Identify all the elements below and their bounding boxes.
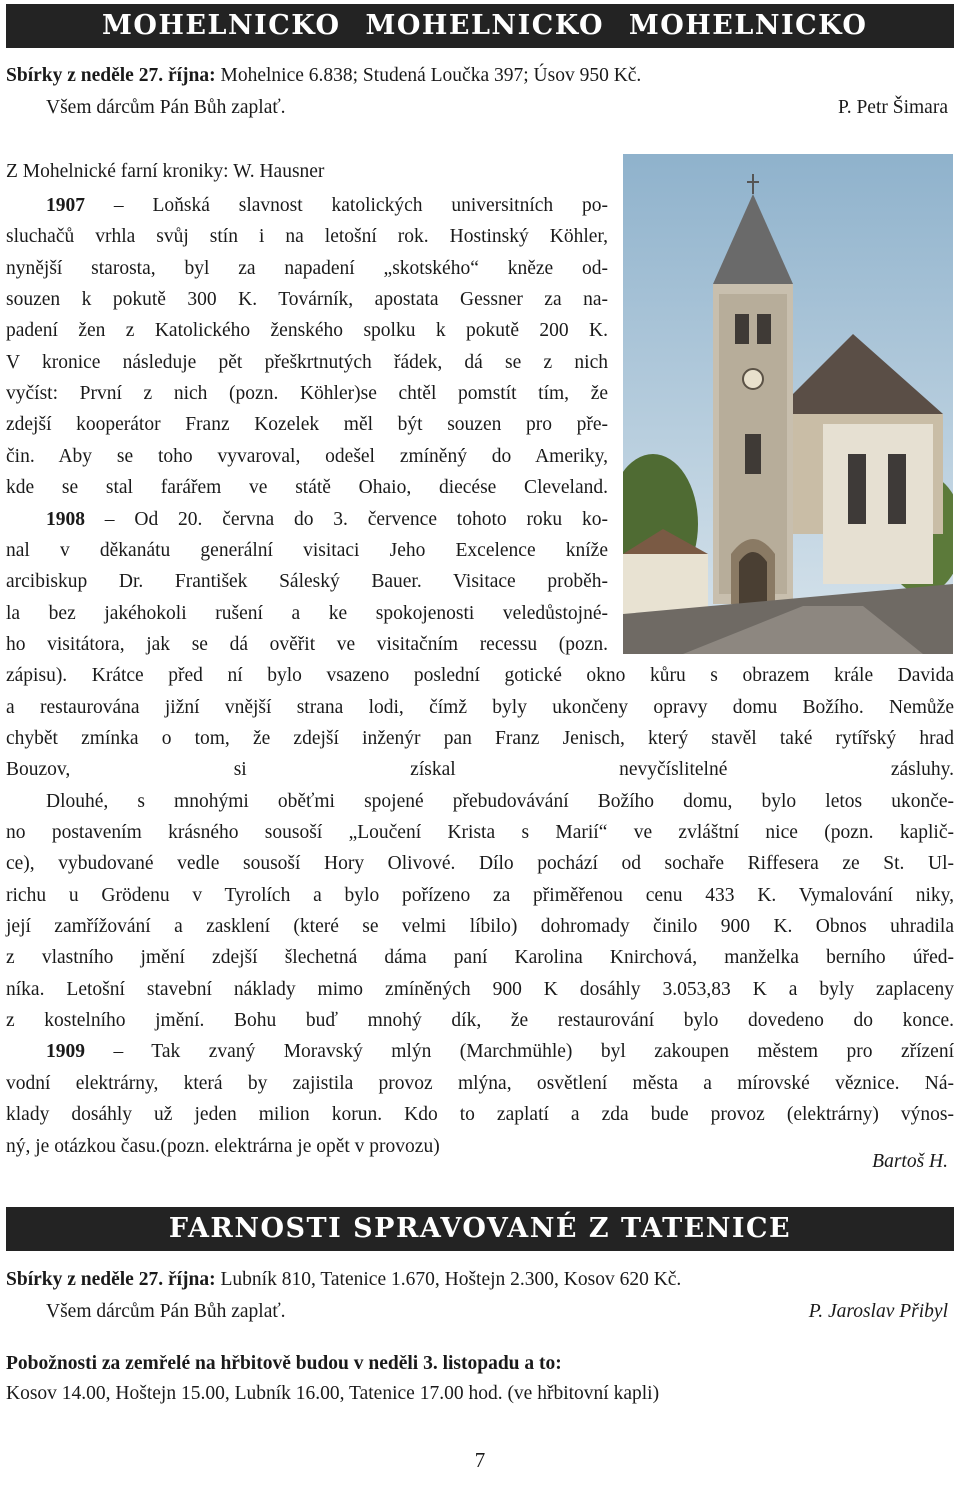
chronicle-text: čin. Aby se toho vyvaroval, odešel zmíněný do Ameriky,: [6, 446, 608, 467]
thanks-text: Všem dárcům Pán Bůh zaplať.: [46, 97, 286, 118]
chronicle-line: [6, 284, 608, 315]
chronicle-text: la bez jakéhokoli rušení a ke spokojenosti veledůstojné-: [6, 603, 608, 624]
chronicle-line: [6, 942, 954, 973]
chronicle-line: [6, 253, 608, 284]
chronicle-line: [6, 409, 608, 440]
chronicle-text: – Od 20. června do 3. července tohoto roku ko-: [85, 509, 608, 530]
chronicle-text: souzen k pokutě 300 K. Továrník, apostata Gessner za na-: [6, 289, 608, 310]
chronicle-line: [6, 347, 608, 378]
chronicle-line: [6, 692, 954, 723]
chronicle-text: klady dosáhly už jeden milion korun. Kdo to zaplatí a zda bude provoz (elektrárny) výnos-: [6, 1104, 954, 1125]
chronicle-line: [6, 221, 608, 252]
page-number: 7: [474, 1448, 486, 1472]
section-banner-tatenice: FARNOSTI SPRAVOVANÉ Z TATENICE: [6, 1207, 954, 1251]
collections-text: Mohelnice 6.838; Studená Loučka 397; Úsov 950 Kč.: [215, 65, 642, 86]
year-label: 1908: [46, 509, 85, 530]
chronicle-line: [6, 817, 954, 848]
chronicle-line: [6, 754, 954, 785]
chronicle-line: [6, 535, 608, 566]
chronicle-line: [6, 378, 608, 409]
signature-jaroslav-pribyl: P. Jaroslav Přibyl: [808, 1301, 948, 1322]
chronicle-text: chybět zmínka o tom, že zdejší inženýr pan Franz Jenisch, který stavěl také rytířský hrad: [6, 728, 954, 749]
church-illustration: [623, 154, 953, 654]
chronicle-text: z vlastního jmění zdejší šlechetná dáma paní Karolina Knirchová, manželka berního úřed-: [6, 947, 954, 968]
chronicle-text: – Tak zvaný Moravský mlýn (Marchmühle) byl zakoupen městem pro zřízení: [85, 1041, 954, 1062]
chronicle-text: její zamřížování a zasklení (které se velmi líbilo) dohromady činilo 900 K. Obnos uhradila: [6, 916, 954, 937]
chronicle-text: vodní elektrárny, která by zajistila provoz mlýna, osvětlení města a mírovské věznice. Ná-: [6, 1073, 954, 1094]
chronicle-line: [6, 1099, 954, 1130]
chronicle-line: [6, 848, 954, 879]
chronicle-text: nynější starosta, byl za napadení „skotského“ kněze od-: [6, 258, 608, 279]
chronicle-text: ho visitátora, jak se dá ověřit ve visitačním recessu (pozn.: [6, 634, 608, 655]
chronicle-line: [6, 441, 608, 472]
collections-line-tatenice: [6, 1264, 681, 1295]
chronicle-line: [6, 472, 608, 503]
devotions-times: Kosov 14.00, Hoštejn 15.00, Lubník 16.00, Tatenice 17.00 hod. (ve hřbitovní kapli): [6, 1383, 660, 1404]
thanks-text-tatenice: Všem dárcům Pán Bůh zaplať.: [46, 1301, 286, 1322]
chronicle-line: [6, 723, 954, 754]
section-banner-mohelnicko: MOHELNICKO MOHELNICKO MOHELNICKO: [6, 4, 954, 48]
collections-line: [6, 60, 641, 91]
chronicle-line: [6, 566, 608, 597]
chronicle-text: zdejší kooperátor Franz Kozelek měl být souzen pro pře-: [6, 414, 608, 435]
chronicle-text: nal v děkanátu generální visitaci Jeho Excelence kníže: [6, 540, 608, 561]
chronicle-text: Dlouhé, s mnohými oběťmi spojené přebudovávání Božího domu, bylo letos ukonče-: [46, 791, 954, 812]
chronicle-line: [46, 190, 608, 221]
chronicle-line: [46, 1036, 954, 1067]
chronicle-text: vyčíst: První z nich (pozn. Köhler)se chtěl pomstít tím, že: [6, 383, 608, 404]
chronicle-heading: Z Mohelnické farní kroniky: W. Hausner: [6, 161, 325, 182]
chronicle-line: [46, 504, 608, 535]
chronicle-text: padení žen z Katolického ženského spolku k pokutě 200 K.: [6, 320, 608, 341]
thanks-line-tatenice: [46, 1296, 954, 1327]
collections-label-tatenice: Sbírky z neděle 27. října:: [6, 1269, 216, 1290]
thanks-line: [46, 92, 954, 123]
chronicle-line: [6, 880, 954, 911]
chronicle-text: richu u Grödenu v Tyrolích a bylo pořízeno za přiměřenou cenu 433 K. Vymalování niky,: [6, 885, 954, 906]
chronicle-text: – Loňská slavnost katolických universitních po-: [85, 195, 608, 216]
chronicle-line: [6, 315, 608, 346]
chronicle-text: ný, je otázkou času.(pozn. elektrárna je opět v provozu): [6, 1136, 440, 1157]
chronicle-text: no postavením krásného sousoší „Loučení Krista s Marií“ ve zvláštní nice (pozn. kaplič-: [6, 822, 954, 843]
collections-text-tatenice: Lubník 810, Tatenice 1.670, Hoštejn 2.300, Kosov 620 Kč.: [215, 1269, 682, 1290]
chronicle-line: [6, 629, 608, 660]
chronicle-line: [6, 660, 954, 691]
chronicle-text: níka. Letošní stavební náklady mimo zmíněných 900 K dosáhly 3.053,83 K a byly zaplaceny: [6, 979, 954, 1000]
chronicle-text: kde se stal farářem ve státě Ohaio, diecése Cleveland.: [6, 477, 608, 498]
chronicle-text: ce), vybudované vedle sousoší Hory Olivové. Dílo pochází od sochaře Riffesera ze St. Ul-: [6, 853, 954, 874]
chronicle-line: [6, 1068, 954, 1099]
chronicle-line: [46, 786, 954, 817]
chronicle-line: [6, 1005, 954, 1036]
chronicle-text: a restaurována jižní vnější strana lodi, čímž byly ukončeny opravy domu Božího. Nemůže: [6, 697, 954, 718]
signature-petr-simara: P. Petr Šimara: [838, 97, 948, 118]
chronicle-text: Bouzov, si získal nevyčíslitelné zásluhy.: [6, 759, 954, 780]
chronicle-line: [6, 911, 954, 942]
chronicle-text: arcibiskup Dr. František Sáleský Bauer. Visitace proběh-: [6, 571, 608, 592]
chronicle-text: z kostelního jmění. Bohu buď mnohý dík, že restaurování bylo dovedeno do konce.: [6, 1010, 954, 1031]
chronicle-line: [6, 974, 954, 1005]
chronicle-text: zápisu). Krátce před ní bylo vsazeno poslední gotické okno kůru s obrazem krále Davida: [6, 665, 954, 686]
year-label: 1909: [46, 1041, 85, 1062]
devotions-heading: Pobožnosti za zemřelé na hřbitově budou v neděli 3. listopadu a to:: [6, 1353, 562, 1374]
author-signature: Bartoš H.: [872, 1151, 948, 1172]
collections-label: Sbírky z neděle 27. října:: [6, 65, 216, 86]
chronicle-line: [6, 1131, 766, 1162]
chronicle-text: sluchačů vrhla svůj stín i na letošní rok. Hostinský Köhler,: [6, 226, 608, 247]
chronicle-text: V kronice následuje pět přeškrtnutých řádek, dá se z nich: [6, 352, 608, 373]
chronicle-line: [6, 598, 608, 629]
church-photo: [623, 154, 953, 654]
year-label: 1907: [46, 195, 85, 216]
